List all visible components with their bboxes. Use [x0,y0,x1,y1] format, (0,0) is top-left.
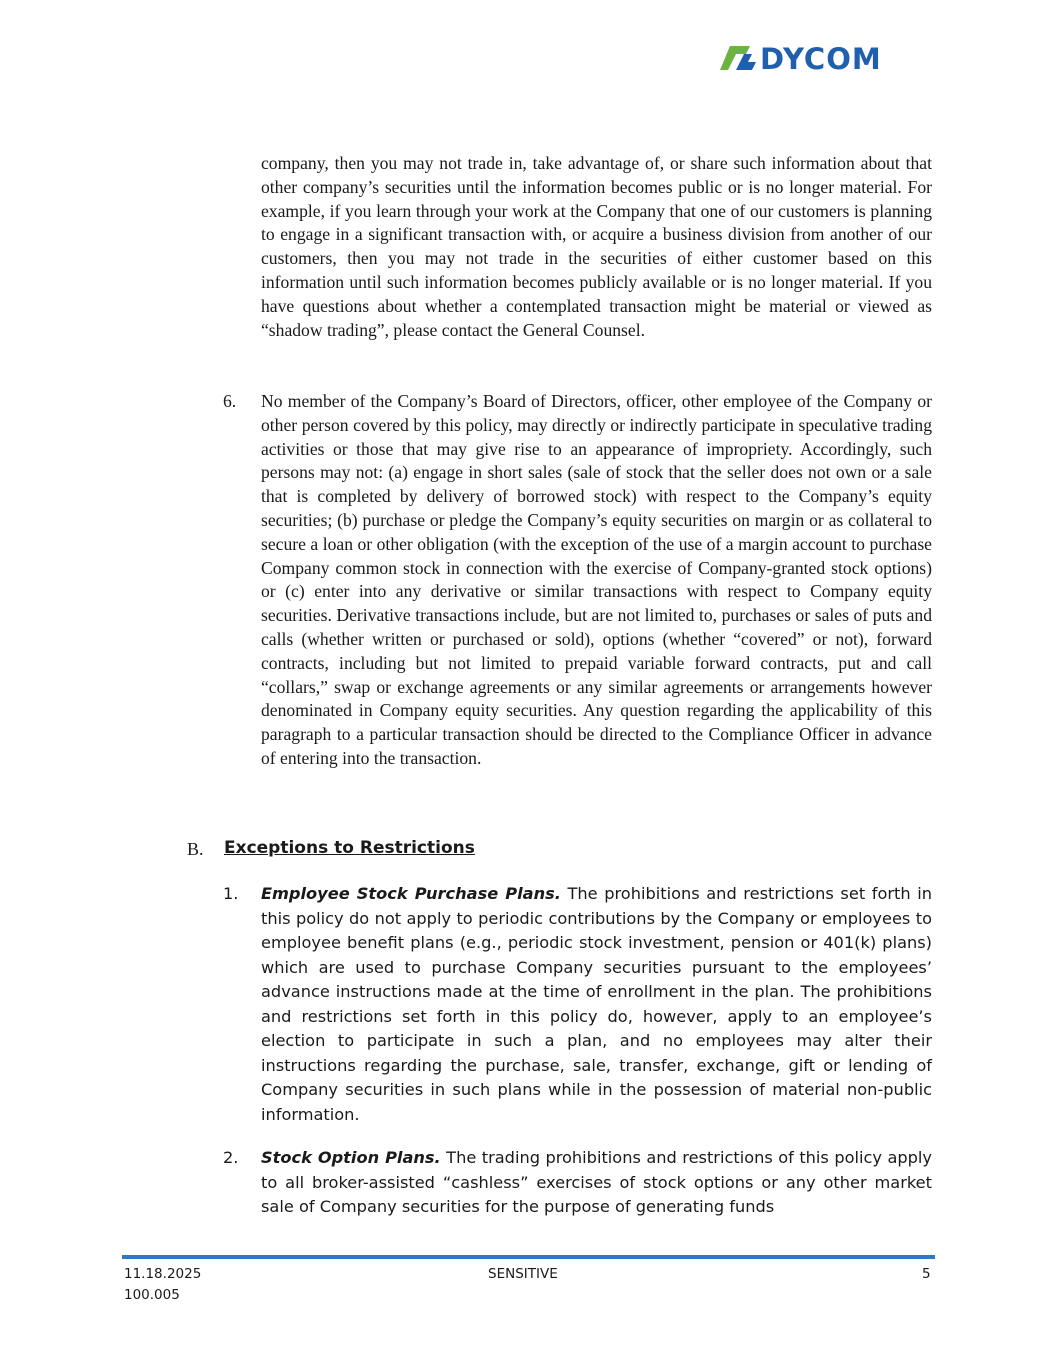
section-b-heading: Exceptions to Restrictions [224,838,475,858]
footer-page-number: 5 [922,1266,931,1282]
continuation-paragraph: company, then you may not trade in, take advantage of, or share such information about that other company’s securities until the information becomes public or is no longer material. For example, if you learn through your work at the Company that one of our customers is planning to engage in a significant transaction with, or acquire a business division from another of our customers, then you may not trade in the securities of either customer based on this information until such information becomes publicly available or is no longer material. If you have questions about whether a contemplated transaction might be material or viewed as “shadow trading”, please contact the General Counsel. [261,153,932,340]
footer-rule [122,1255,935,1259]
exception-1-number: 1. [223,884,239,903]
exception-2-paragraph [261,1146,932,1220]
exception-2-number: 2. [223,1148,239,1167]
exception-1-paragraph [261,882,932,1127]
exception-2-text: The trading prohibitions and restrictions of this policy apply to all broker-assisted “cashless” exercises of stock options or any other market sale of Company securities for the purpose of generating funds [261,1148,932,1216]
footer-date: 11.18.2025 [124,1266,202,1282]
footer-doc-number: 100.005 [124,1287,180,1303]
exception-1-lead: Employee Stock Purchase Plans. [261,884,561,903]
dycom-logo [716,40,920,76]
item-6-number: 6. [223,391,237,411]
exception-2-lead: Stock Option Plans. [261,1148,441,1167]
section-b-letter: B. [187,839,204,859]
item-6-paragraph: No member of the Company’s Board of Directors, officer, other employee of the Company or other person covered by this policy, may directly or indirectly participate in speculative trading activities or those that may give rise to an appearance of impropriety. Accordingly, such persons may not: (a) engage in short sales (sale of stock that the seller does not own or a sale that is completed by delivery of borrowed stock) with respect to the Company’s equity securities; (b) purchase or pledge the Company’s equity securities on margin or as collateral to secure a loan or other obligation (with the exception of the use of a margin account to purchase Company common stock in connection with the exercise of Company-granted stock options) or (c) enter into any derivative or similar transactions with respect to Company equity securities. Derivative transactions include, but are not limited to, purchases or sales of puts and calls (whether written or purchased or sold), options (whether “covered” or not), forward contracts, including but not limited to prepaid variable forward contracts, put and call “collars,” swap or exchange agreements or any similar agreements or arrangements however denominated in Company equity securities. Any question regarding the applicability of this paragraph to a particular transaction should be directed to the Compliance Officer in advance of entering into the transaction. [261,391,932,768]
exception-1-text: The prohibitions and restrictions set forth in this policy do not apply to periodic contributions by the Company or employees to employee benefit plans (e.g., periodic stock investment, pension or 401(k) plans) which are used to purchase Company securities pursuant to the employees’ advance instructions made at the time of enrollment in the plan. The prohibitions and restrictions set forth in this policy do, however, apply to an employee’s election to participate in such a plan, and no employees may alter their instructions regarding the purchase, sale, transfer, exchange, gift or lending of Company securities in such plans while in the possession of material non-public information. [261,884,932,1124]
dycom-logo-mark [716,40,920,76]
logo-blue-shape [736,54,756,70]
footer-classification: SENSITIVE [488,1266,558,1282]
logo-wordmark: DYCOM [760,42,882,76]
